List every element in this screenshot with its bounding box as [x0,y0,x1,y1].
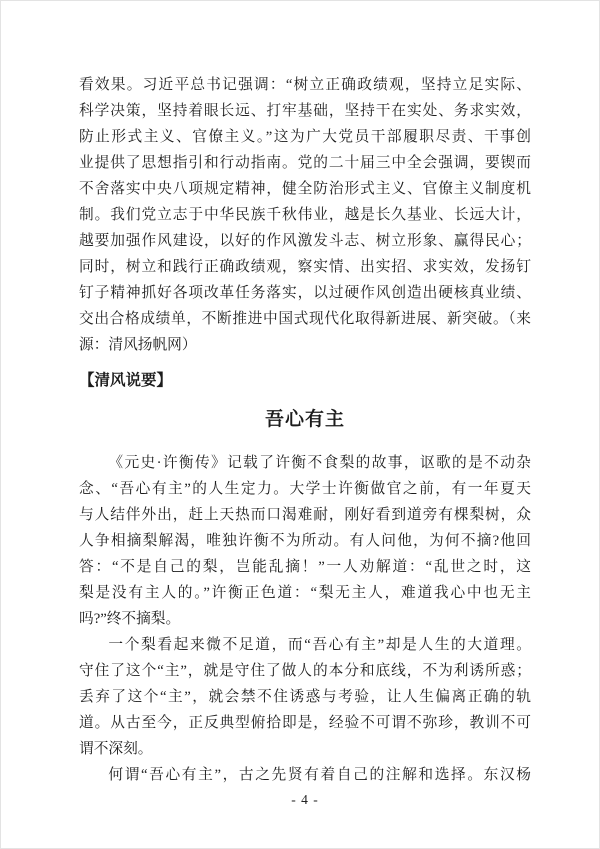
text-line: 道。从古至今，正反典型俯拾即是，经验不可谓不弥珍，教训不可 [79,715,531,731]
text-line: 看效果。习近平总书记强调：“树立正确政绩观，坚持立足实际、 [79,77,531,93]
text-line: 吗?”终不摘梨。 [79,611,181,627]
text-line: 念、“吾心有主”的人生定力。大学士许衡做官之前，有一年夏天 [79,481,531,497]
article-title: 吾心有主 [264,409,345,430]
section-heading: 【清风说要】 [79,372,173,389]
page-number: - 4 - [291,792,319,807]
text-line: 人争相摘梨解渴，唯独许衡不为所动。有人问他，为何不摘?他回 [79,533,531,549]
text-line: 科学决策，坚持着眼长远、打牢基础，坚持干在实处、务求实效， [79,103,531,119]
text-line: 与人结伴外出，赶上天热而口渴难耐，刚好看到道旁有棵梨树，众 [79,507,531,523]
paragraph-closing [79,762,531,788]
text-line: 一个梨看起来微不足道，而“吾心有主”却是人生的大道理。 [108,637,531,653]
paragraph-story [79,450,531,632]
text-line: 丢弃了这个“主”，就会禁不住诱惑与考验，让人生偏离正确的轨 [79,689,531,705]
text-line: 何谓“吾心有主”，古之先贤有着自己的注解和选择。东汉杨 [108,767,531,783]
text-line: 越要加强作风建设，以好的作风激发斗志、树立形象、赢得民心； [79,233,531,249]
text-line: 《元史·许衡传》记载了许衡不食梨的故事，讴歌的是不动杂 [108,455,531,471]
text-line: 交出合格成绩单，不断推进中国式现代化取得新进展、新突破。（来 [79,311,531,327]
text-line: 答：“不是自己的梨，岂能乱摘！”一人劝解道：“乱世之时，这 [79,559,531,575]
text-line: 梨是没有主人的。”许衡正色道：“梨无主人，难道我心中也无主 [79,585,531,601]
text-line: 防止形式主义、官僚主义。”这为广大党员干部履职尽责、干事创 [79,129,531,145]
paragraph-commentary [79,632,531,762]
text-line: 同时，树立和践行正确政绩观，察实情、出实招、求实效，发扬钉 [79,259,531,275]
text-line: 源：清风扬帆网） [79,337,197,353]
text-line: 制。我们党立志于中华民族千秋伟业，越是长久基业、长远大计， [79,207,531,223]
text-line: 钉子精神抓好各项改革任务落实，以过硬作风创造出硬核真业绩、 [79,285,531,301]
text-line: 谓不深刻。 [79,741,153,757]
text-line: 不舍落实中央八项规定精神，健全防治形式主义、官僚主义制度机 [79,181,531,197]
text-line: 守住了这个“主”，就是守住了做人的本分和底线，不为利诱所惑； [79,663,531,679]
text-line: 业提供了思想指引和行动指南。党的二十届三中全会强调，要锲而 [79,155,531,171]
document-body [79,72,531,810]
paragraph-continuation [79,72,531,358]
